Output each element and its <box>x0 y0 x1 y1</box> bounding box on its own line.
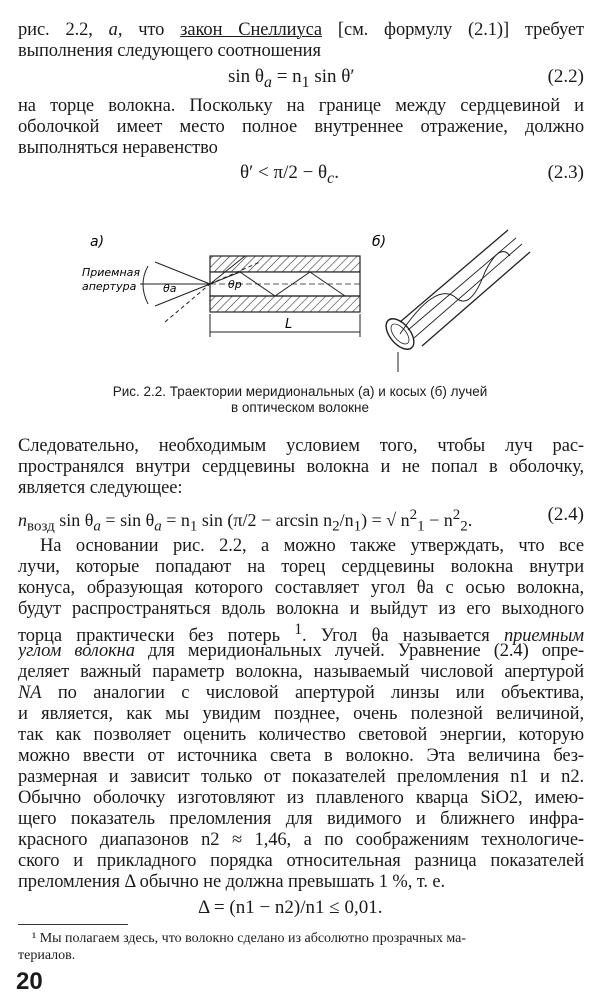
text-line: Следовательно, необходимым условием того, чтобы луч рас- <box>18 436 584 456</box>
text-line: рис. 2.2, а, что закон Снеллиуса [см. формулу (2.1)] требует <box>18 20 584 40</box>
length-label: L <box>285 317 293 332</box>
equation-number: (2.3) <box>547 162 584 183</box>
footnote: ¹ Мы полагаем здесь, что волокно сделано из абсолютно прозрачных ма- <box>32 931 466 946</box>
text-line: щего показатель преломления для видимого и ближнего инфра- <box>18 809 584 829</box>
text-line: Обычно оболочку изготовляют из плавленого кварца SiO2, имею- <box>18 788 584 808</box>
aperture-label: Приемная <box>82 266 141 279</box>
text-line: красного диапазонов n2 ≈ 1,46, а по соображениям технологиче- <box>18 830 584 850</box>
theta-a-label: θa <box>163 282 177 295</box>
theta-p-label: θp <box>228 278 242 291</box>
text-line: пространялся внутри сердцевины волокна и не попал в оболочку, <box>18 457 584 477</box>
text-line: торца практически без потерь $^1$. Угол θa называется приемным <box>18 621 584 647</box>
equation-2-2: $\sin \theta_a = n_1$ sin θ′ <box>228 66 355 91</box>
text-line: выполнения следующего соотношения <box>18 41 321 61</box>
text-line: NA по аналогии с числовой апертурой линзы или объектива, <box>18 683 584 703</box>
figure-caption: в оптическом волокне <box>231 400 369 415</box>
equation-2-3: $\theta' < \pi/2 - \theta_c$. <box>240 162 339 187</box>
text-line: деляет важный параметр волокна, называемый числовой апертурой <box>18 662 584 682</box>
text-line: на торце волокна. Поскольку на границе между сердцевиной и <box>18 96 584 116</box>
text-line: размерная и зависит только от показателей преломления n1 и n2. <box>18 767 584 787</box>
equation-2-4: $n_{возд}$ $\sin \theta_a = \sin \theta_a = n_1$ $\sin (\pi/2 - \arcsin n_2/n_1)$ = √ $n^2_1 - n^2_2$. <box>18 507 473 535</box>
equation-delta: Δ = (n1 − n2)/n1 ≤ 0,01. <box>198 897 383 918</box>
aperture-label: апертура <box>82 280 137 293</box>
text-line: так как позволяет оценить количество световой энергии, которую <box>18 725 584 745</box>
figure-label-a: а) <box>90 234 105 250</box>
text-line: выполняться неравенство <box>18 138 218 158</box>
text-line: преломления Δ обычно не должна превышать 1 %, т. е. <box>18 872 446 892</box>
text-line: оболочкой имеет место полное внутреннее отражение, должно <box>18 117 584 137</box>
text-line: лучи, которые попадают на торец сердцевины волокна внутри <box>18 557 584 577</box>
text-line: ского и прикладного порядка относительная разница показателей <box>18 851 584 871</box>
equation-number: (2.4) <box>547 504 584 525</box>
footnote-rule <box>18 924 128 925</box>
equation-number: (2.2) <box>547 66 584 87</box>
text-line: будут распространяться вдоль волокна и выйдут из его выходного <box>18 599 584 619</box>
fiber-oblique <box>381 230 530 372</box>
figure-2-2 <box>60 222 540 382</box>
figure-label-b: б) <box>372 234 387 250</box>
text-line: На основании рис. 2.2, а можно также утверждать, что все <box>40 536 584 556</box>
footnote: териалов. <box>18 948 76 963</box>
text-line: конуса, образующая которого составляет угол θa с осью волокна, <box>18 578 584 598</box>
text-line: можно ввести от источника света в волокно. Эта величина без- <box>18 746 584 766</box>
page-number: 20 <box>16 968 43 995</box>
text-line: является следующее: <box>18 478 183 498</box>
text-line: углом волокна для меридиональных лучей. Уравнение (2.4) опре- <box>18 641 584 661</box>
figure-caption: Рис. 2.2. Траектории меридиональных (а) и косых (б) лучей <box>112 384 488 399</box>
text-line: и является, как мы увидим позднее, очень полезной величиной, <box>18 704 584 724</box>
snell-law-underlined: закон Снеллиуса <box>180 20 323 40</box>
